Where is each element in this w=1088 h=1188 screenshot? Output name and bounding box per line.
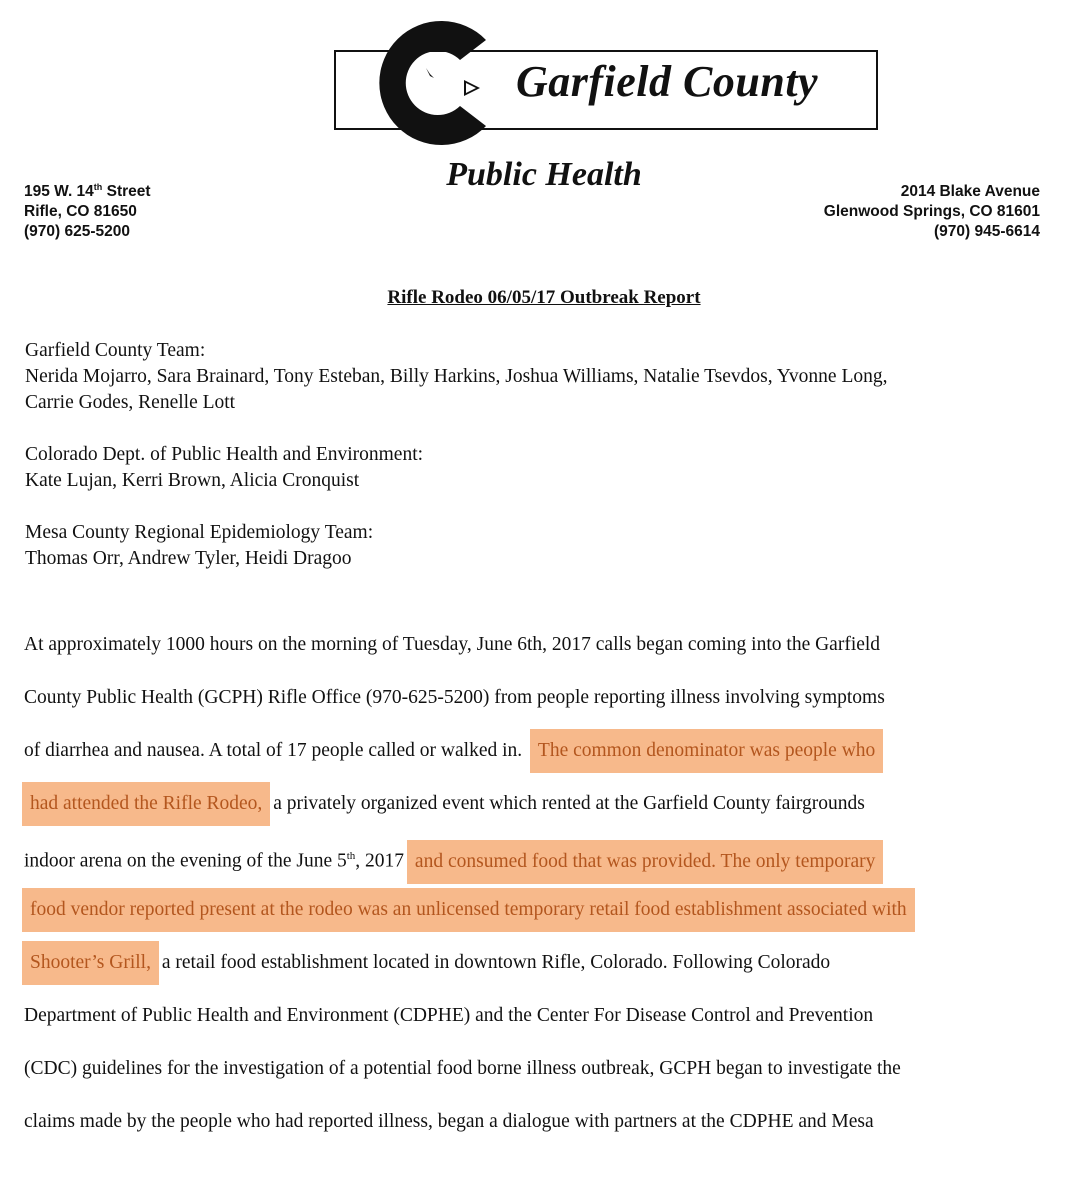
letterhead-logo: [330, 18, 890, 148]
left-address: [24, 182, 151, 242]
team-members: Kate Lujan, Kerri Brown, Alicia Cronquist: [25, 470, 360, 491]
right-address-street: 2014 Blake Avenue: [900, 183, 1040, 200]
team-mesa: [25, 520, 373, 572]
right-address-phone: (970) 945-6614: [934, 223, 1040, 240]
highlight: The common denominator was people who: [530, 729, 883, 773]
team-heading: Colorado Dept. of Public Health and Environment:: [25, 444, 424, 465]
paragraph-line: indoor arena on the evening of the June 5th, 2017 and consumed food that was provided. The only temporary: [24, 830, 1064, 883]
left-address-city: Rifle, CO 81650: [24, 203, 137, 220]
paragraph-line: At approximately 1000 hours on the morning of Tuesday, June 6th, 2017 calls began coming into the Garfield: [24, 634, 881, 655]
team-cdphe: [25, 442, 423, 494]
paragraph-line: had attended the Rifle Rodeo, a privately organized event which rented at the Garfield County fairgrounds: [24, 777, 1064, 830]
paragraph-line: Department of Public Health and Environment (CDPHE) and the Center For Disease Control and Prevention: [24, 1005, 874, 1026]
highlight: food vendor reported present at the rodeo was an unlicensed temporary retail food establishment associated with: [22, 888, 915, 932]
left-address-street: 195 W. 14th Street: [24, 181, 151, 200]
highlight: Shooter’s Grill,: [22, 941, 159, 985]
highlight: and consumed food that was provided. The only temporary: [407, 840, 884, 884]
paragraph-line: County Public Health (GCPH) Rifle Office (970-625-5200) from people reporting illness involving symptoms: [24, 687, 885, 708]
paragraph-line: claims made by the people who had reported illness, began a dialogue with partners at the CDPHE and Mesa: [24, 1111, 874, 1132]
team-members: Thomas Orr, Andrew Tyler, Heidi Dragoo: [25, 548, 352, 569]
team-members: Carrie Godes, Renelle Lott: [25, 392, 236, 413]
report-title: Rifle Rodeo 06/05/17 Outbreak Report: [387, 287, 701, 308]
paragraph-line: (CDC) guidelines for the investigation of a potential food borne illness outbreak, GCPH began to investigate the: [24, 1058, 901, 1079]
county-name: Garfield County: [516, 57, 819, 106]
team-heading: Garfield County Team:: [25, 340, 206, 361]
left-address-phone: (970) 625-5200: [24, 223, 130, 240]
paragraph-line: [24, 883, 1064, 936]
right-address-city: Glenwood Springs, CO 81601: [823, 203, 1040, 220]
county-logo-icon: [368, 18, 498, 148]
team-garfield: [25, 338, 888, 416]
paragraph-line: of diarrhea and nausea. A total of 17 people called or walked in. The common denominator was people who: [24, 724, 1064, 777]
team-heading: Mesa County Regional Epidemiology Team:: [25, 522, 374, 543]
paragraph-line: Shooter’s Grill, a retail food establishment located in downtown Rifle, Colorado. Following Colorado: [24, 936, 1064, 989]
report-paragraph: [24, 618, 1064, 1148]
team-members: Nerida Mojarro, Sara Brainard, Tony Esteban, Billy Harkins, Joshua Williams, Natalie Tsevdos, Yvonne Long,: [25, 366, 888, 387]
letterhead-subtitle: Public Health: [446, 156, 642, 193]
highlight: had attended the Rifle Rodeo,: [22, 782, 270, 826]
right-address: [824, 182, 1040, 242]
